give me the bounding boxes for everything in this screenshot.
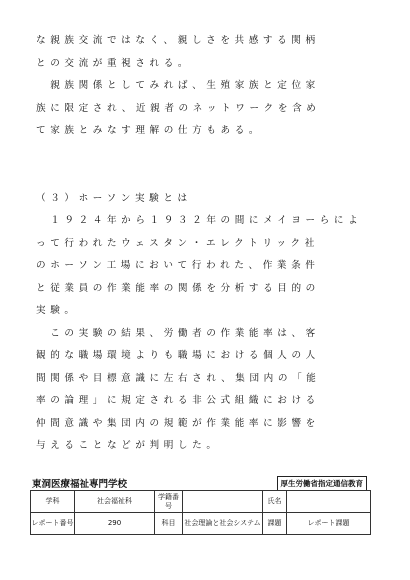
- report-no-value: 290: [75, 513, 155, 535]
- name-label: 氏名: [263, 491, 287, 513]
- report-body: [36, 30, 372, 458]
- body-line: な親族交流ではなく、親しさを共感する関柄: [36, 35, 320, 46]
- body-line: 間関係や目標意識に左右され、集団内の「能: [36, 372, 321, 384]
- body-line: 仲間意識や集団内の規範が作業能率に影響を: [36, 417, 320, 429]
- body-line: 率の論理」に規定される非公式組織における: [36, 395, 320, 406]
- ministry-badge: 厚生労働省指定通信教育: [277, 476, 368, 491]
- section-heading: （３）ホーソン実験とは: [36, 192, 192, 204]
- body-line: との交流が重視される。: [36, 57, 193, 69]
- subject-label: 科目: [155, 513, 183, 535]
- body-line: 観的な職場環境よりも職場における個人の人: [36, 350, 320, 361]
- body-line: って行われたウェスタン・エレクトリック社: [36, 237, 319, 249]
- subject-value: 社会理論と社会システム: [183, 513, 263, 535]
- school-name: 東洞医療福祉専門学校: [32, 479, 128, 490]
- student-no-value[interactable]: [183, 491, 263, 513]
- blank-line: [36, 165, 372, 188]
- report-no-label: レポート番号: [31, 513, 75, 535]
- body-line: 族に限定され、近親者のネットワークを含め: [36, 102, 321, 114]
- department-label: 学科: [31, 491, 75, 513]
- student-info-table: [30, 490, 371, 535]
- body-line: て家族とみなす理解の仕方もある。: [36, 125, 264, 136]
- name-value[interactable]: [287, 491, 371, 513]
- body-line: 与えることなどが判明した。: [36, 440, 221, 451]
- body-line: と従業員の作業能率の関係を分析する目的の: [36, 282, 320, 294]
- department-value: 社会福祉科: [75, 491, 155, 513]
- student-no-label: 学籍番号: [155, 491, 183, 513]
- body-line: １９２４年から１９３２年の間にメイヨーらによ: [36, 215, 363, 226]
- body-line: この実験の結果、労働者の作業能率は、客: [36, 327, 320, 339]
- topic-label: 課題: [263, 513, 287, 535]
- blank-line: [36, 143, 372, 166]
- body-line: のホーソン工場において行われた、作業条件: [36, 260, 320, 271]
- body-line: 実験。: [36, 305, 79, 316]
- body-line: 親族関係としてみれば、生殖家族と定位家: [36, 80, 320, 91]
- topic-value: レポート課題: [287, 513, 371, 535]
